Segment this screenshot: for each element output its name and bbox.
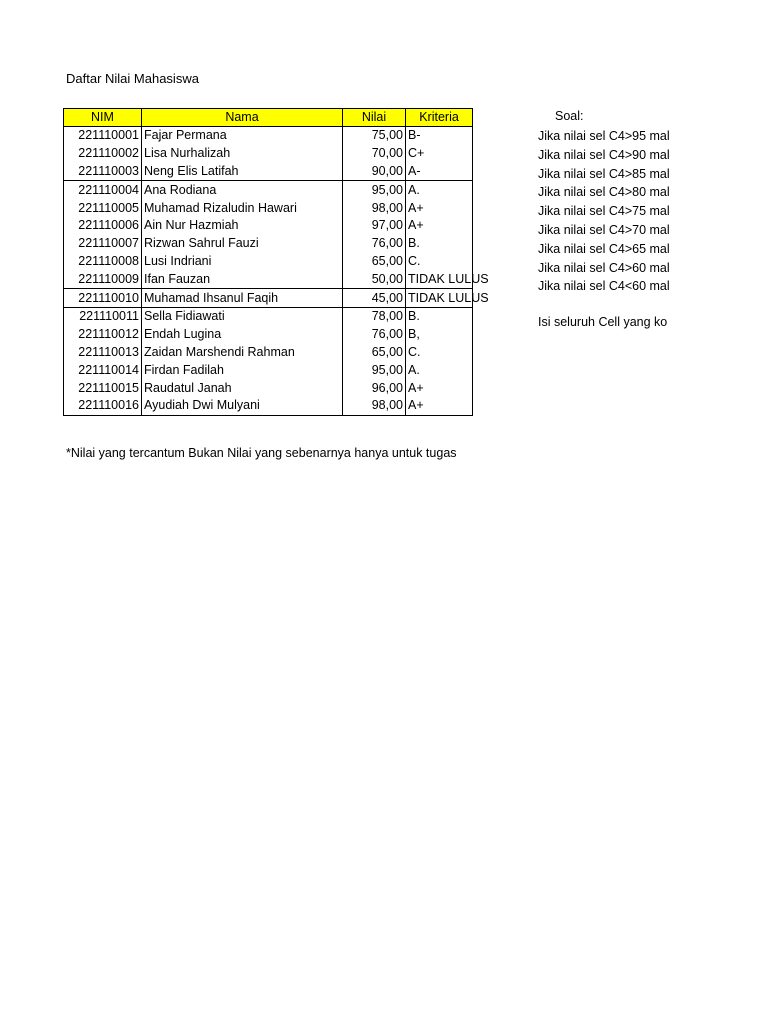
cell-nilai[interactable]: 76,00: [343, 235, 406, 253]
cell-nama[interactable]: Ana Rodiana: [142, 181, 343, 199]
cell-nim[interactable]: 221110004: [64, 181, 142, 199]
cell-kriteria[interactable]: B.: [406, 307, 473, 325]
cell-nama[interactable]: Zaidan Marshendi Rahman: [142, 344, 343, 362]
cell-nama[interactable]: Ayudiah Dwi Mulyani: [142, 397, 343, 415]
cell-nilai[interactable]: 78,00: [343, 307, 406, 325]
cell-kriteria[interactable]: B.: [406, 235, 473, 253]
cell-kriteria[interactable]: A+: [406, 217, 473, 235]
cell-nim[interactable]: 221110001: [64, 127, 142, 145]
cell-kriteria[interactable]: B,: [406, 326, 473, 344]
header-nama[interactable]: Nama: [142, 109, 343, 127]
table-row: [64, 145, 473, 163]
table-row: [64, 235, 473, 253]
header-nim[interactable]: NIM: [64, 109, 142, 127]
cell-nim[interactable]: 221110016: [64, 397, 142, 415]
cell-nama[interactable]: Ain Nur Hazmiah: [142, 217, 343, 235]
soal-item[interactable]: Jika nilai sel C4>80 mal: [538, 185, 670, 200]
soal-item[interactable]: Jika nilai sel C4>85 mal: [538, 166, 670, 181]
soal-item[interactable]: Jika nilai sel C4<60 mal: [538, 279, 670, 294]
table-row: [64, 307, 473, 325]
cell-kriteria[interactable]: TIDAK LULUS: [406, 270, 473, 288]
cell-nama[interactable]: Lisa Nurhalizah: [142, 145, 343, 163]
cell-nim[interactable]: 221110013: [64, 344, 142, 362]
table-row: [64, 379, 473, 397]
cell-nama[interactable]: Sella Fidiawati: [142, 307, 343, 325]
grades-table: [63, 108, 489, 416]
table-row: [64, 253, 473, 271]
cell-nim[interactable]: 221110011: [64, 307, 142, 325]
cell-kriteria[interactable]: A+: [406, 397, 473, 415]
cell-nama[interactable]: Muhamad Ihsanul Faqih: [142, 289, 343, 308]
cell-nilai[interactable]: 45,00: [343, 289, 406, 308]
table-row: [64, 217, 473, 235]
cell-nim[interactable]: 221110014: [64, 361, 142, 379]
cell-nim[interactable]: 221110015: [64, 379, 142, 397]
cell-kriteria[interactable]: A-: [406, 163, 473, 181]
cell-nilai[interactable]: 76,00: [343, 326, 406, 344]
soal-list: [538, 127, 670, 296]
cell-nama[interactable]: Fajar Permana: [142, 127, 343, 145]
cell-nilai[interactable]: 98,00: [343, 397, 406, 415]
table-row: [64, 163, 473, 181]
cell-nilai[interactable]: 90,00: [343, 163, 406, 181]
cell-kriteria[interactable]: A.: [406, 361, 473, 379]
soal-item[interactable]: Jika nilai sel C4>60 mal: [538, 260, 670, 275]
header-kriteria[interactable]: Kriteria: [406, 109, 473, 127]
soal-item[interactable]: Jika nilai sel C4>70 mal: [538, 222, 670, 237]
table-row: [64, 361, 473, 379]
cell-nama[interactable]: Endah Lugina: [142, 326, 343, 344]
soal-item[interactable]: Jika nilai sel C4>90 mal: [538, 147, 670, 162]
soal-item[interactable]: Jika nilai sel C4>65 mal: [538, 241, 670, 256]
cell-kriteria[interactable]: A+: [406, 379, 473, 397]
soal-title: Soal:: [555, 109, 584, 123]
cell-nama[interactable]: Neng Elis Latifah: [142, 163, 343, 181]
cell-nim[interactable]: 221110007: [64, 235, 142, 253]
cell-nama[interactable]: Raudatul Janah: [142, 379, 343, 397]
cell-nilai[interactable]: 50,00: [343, 270, 406, 288]
cell-kriteria[interactable]: C.: [406, 344, 473, 362]
soal-item[interactable]: Jika nilai sel C4>95 mal: [538, 129, 670, 143]
cell-nim[interactable]: 221110010: [64, 289, 142, 308]
cell-nama[interactable]: Rizwan Sahrul Fauzi: [142, 235, 343, 253]
table-row: [64, 326, 473, 344]
cell-kriteria[interactable]: C+: [406, 145, 473, 163]
cell-nilai[interactable]: 95,00: [343, 181, 406, 199]
cell-kriteria[interactable]: C.: [406, 253, 473, 271]
table-row: [64, 181, 473, 199]
footnote: *Nilai yang tercantum Bukan Nilai yang sebenarnya hanya untuk tugas: [66, 446, 457, 460]
cell-nim[interactable]: 221110002: [64, 145, 142, 163]
table-row: [64, 270, 473, 288]
table-row: [64, 289, 473, 308]
cell-nim[interactable]: 221110003: [64, 163, 142, 181]
table-row: [64, 127, 473, 145]
cell-nama[interactable]: Lusi Indriani: [142, 253, 343, 271]
cell-nilai[interactable]: 97,00: [343, 217, 406, 235]
cell-nilai[interactable]: 96,00: [343, 379, 406, 397]
cell-nama[interactable]: Firdan Fadilah: [142, 361, 343, 379]
cell-nim[interactable]: 221110012: [64, 326, 142, 344]
soal-item[interactable]: Jika nilai sel C4>75 mal: [538, 204, 670, 219]
table-row: [64, 199, 473, 217]
cell-kriteria[interactable]: A.: [406, 181, 473, 199]
table-row: [64, 344, 473, 362]
cell-nim[interactable]: 221110008: [64, 253, 142, 271]
cell-nilai[interactable]: 70,00: [343, 145, 406, 163]
header-nilai[interactable]: Nilai: [343, 109, 406, 127]
table-row: [64, 397, 473, 415]
soal-note[interactable]: Isi seluruh Cell yang ko: [538, 315, 668, 329]
table-body: [64, 127, 489, 416]
cell-nilai[interactable]: 65,00: [343, 344, 406, 362]
cell-nilai[interactable]: 98,00: [343, 199, 406, 217]
cell-nama[interactable]: Muhamad Rizaludin Hawari: [142, 199, 343, 217]
cell-kriteria[interactable]: A+: [406, 199, 473, 217]
cell-kriteria[interactable]: TIDAK LULUS: [406, 289, 473, 308]
cell-nilai[interactable]: 95,00: [343, 361, 406, 379]
cell-nilai[interactable]: 65,00: [343, 253, 406, 271]
cell-kriteria[interactable]: B-: [406, 127, 473, 145]
sheet-title: Daftar Nilai Mahasiswa: [66, 71, 199, 86]
cell-nama[interactable]: Ifan Fauzan: [142, 270, 343, 288]
cell-nim[interactable]: 221110009: [64, 270, 142, 288]
cell-nim[interactable]: 221110005: [64, 199, 142, 217]
table-header-row: [64, 109, 473, 127]
cell-nim[interactable]: 221110006: [64, 217, 142, 235]
cell-nilai[interactable]: 75,00: [343, 127, 406, 145]
